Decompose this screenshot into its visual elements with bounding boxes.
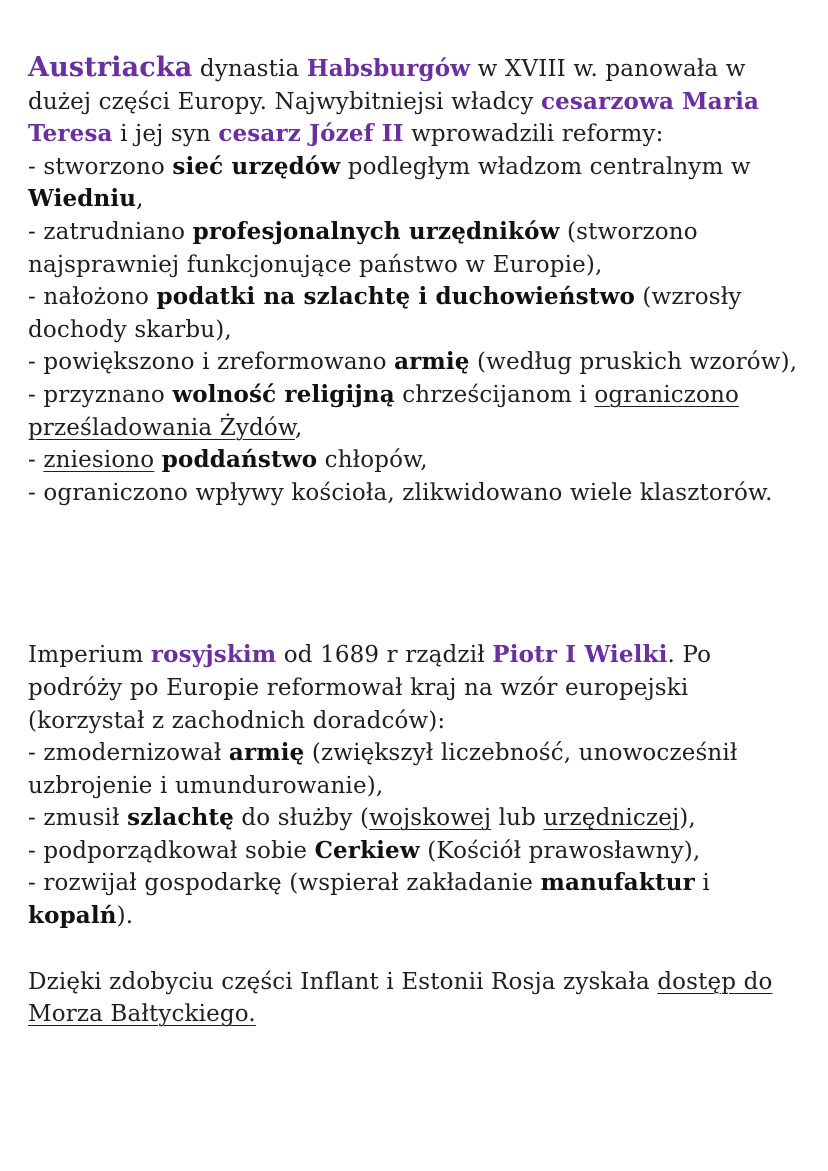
- russia-reform-3: - podporządkował sobie Cerkiew (Kościół prawosławny),: [28, 836, 701, 864]
- keyword-maria-teresa: cesarzowa Maria Teresa: [28, 87, 760, 148]
- austria-reform-4: - powiększono i zreformowano armię (według pruskich wzorów),: [28, 348, 798, 376]
- austria-reform-2: - zatrudniano profesjonalnych urzędników (stworzono najsprawniej funkcjonujące państwo w Europie),: [28, 217, 698, 278]
- russia-reform-4: - rozwijał gospodarkę (wspierał zakładanie manufaktur i kopalń).: [28, 869, 710, 930]
- notes-page: [28, 52, 803, 1031]
- austria-reform-1: - stworzono sieć urzędów podległym władzom centralnym w Wiedniu,: [28, 152, 751, 213]
- austria-reform-5: - przyznano wolność religijną chrześcijanom i ograniczono prześladowania Żydów,: [28, 380, 740, 441]
- russia-reform-2: - zmusił szlachtę do służby (wojskowej lub urzędniczej),: [28, 804, 696, 832]
- keyword-piotr-i-wielki: Piotr I Wielki: [492, 641, 668, 669]
- keyword-jozef-ii: cesarz Józef II: [218, 120, 404, 148]
- russia-section: [28, 639, 803, 1031]
- austria-reform-3: - nałożono podatki na szlachtę i duchowieństwo (wzrosły dochody skarbu),: [28, 283, 742, 343]
- keyword-habsburgow: Habsburgów: [306, 55, 471, 82]
- paragraph-spacer: [28, 933, 803, 966]
- keyword-austriacka: Austriacka: [28, 52, 193, 83]
- austria-reform-7: - ograniczono wpływy kościoła, zlikwidowano wiele klasztorów.: [28, 479, 773, 506]
- austria-reform-6: - zniesiono poddaństwo chłopów,: [28, 446, 428, 474]
- section-spacer: [28, 509, 803, 639]
- austria-section: [28, 52, 803, 509]
- austria-intro: Austriacka dynastia Habsburgów w XVIII w. panowała w dużej części Europy. Najwybitniejsi władcy cesarzowa Maria Teresa i jej syn cesarz Józef II wprowadzili reformy:: [28, 52, 760, 148]
- russia-outro: Dzięki zdobyciu części Inflant i Estonii Rosja zyskała dostęp do Morza Bałtyckiego.: [28, 968, 773, 1028]
- russia-intro: Imperium rosyjskim od 1689 r rządził Piotr I Wielki. Po podróży po Europie reformował kraj na wzór europejski (korzystał z zachodnich doradców):: [28, 641, 712, 734]
- keyword-rosyjskim: rosyjskim: [150, 641, 277, 669]
- russia-reform-1: - zmodernizował armię (zwiększył liczebność, unowocześnił uzbrojenie i umundurowanie),: [28, 739, 738, 799]
